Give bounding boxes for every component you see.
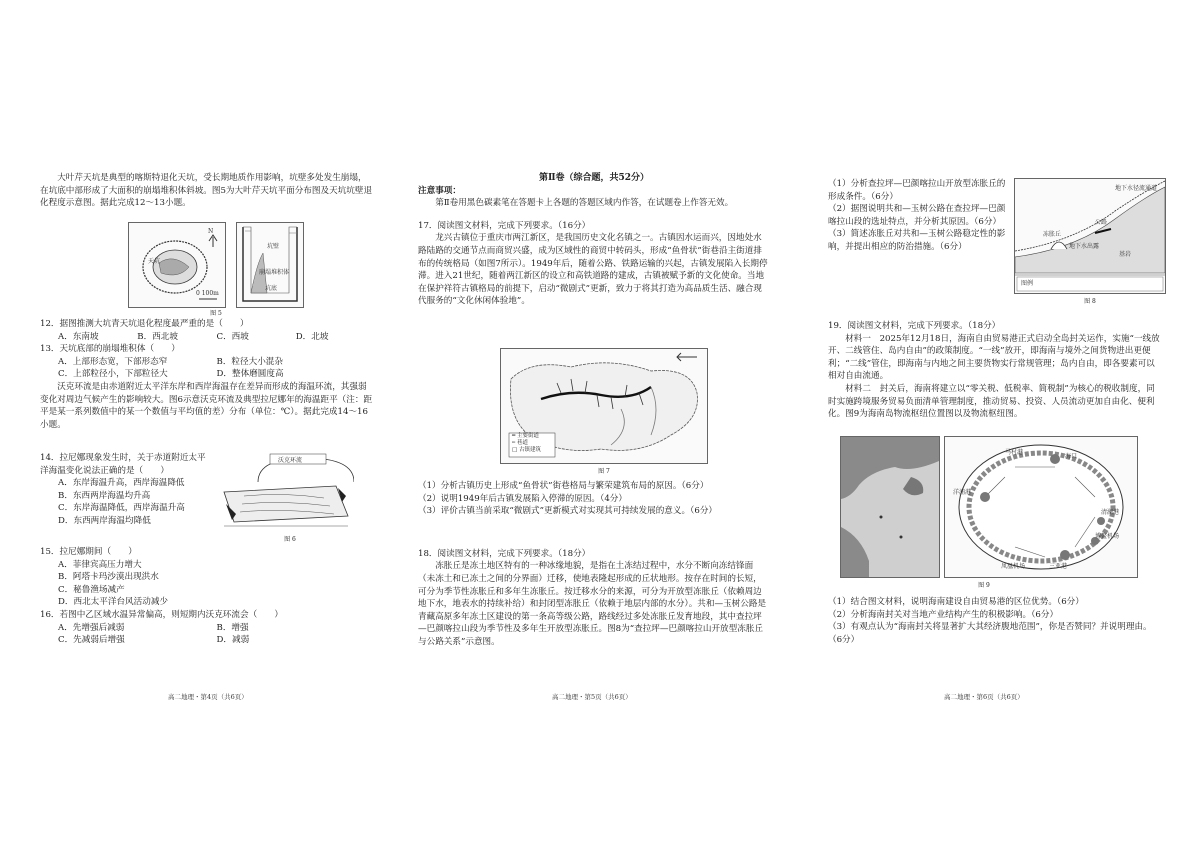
q17-parts bbox=[418, 480, 770, 649]
q16-options-row1 bbox=[40, 622, 375, 635]
q15-option-d[interactable]: D．西北太平洋台风活动减少 bbox=[58, 597, 169, 608]
fig9-city4-label: 三亚港 bbox=[1049, 563, 1068, 570]
intro2-paragraph: 沃克环流是由赤道附近太平洋东岸和西岸海温存在差异而形成的海温环流，其强弱变化对周边气候产生的影响较大。图6示意沃克环流及典型拉尼娜年的海温距平（注：距平是某一系列数值中的某一个数值与平均值的差）分布（单位：℃）。据此完成14～16小题。 bbox=[40, 381, 373, 430]
fig8-legend-label: 图例 bbox=[1021, 280, 1034, 287]
q18-parts bbox=[828, 178, 1012, 254]
fig5-pit-label: 天坑 bbox=[148, 258, 161, 265]
fig5-debris-label: 崩塌堆积体 bbox=[259, 269, 290, 276]
figure-8-caption: 图 8 bbox=[1084, 298, 1096, 305]
q16-option-d[interactable]: D．减弱 bbox=[216, 635, 250, 646]
fig9-air-label: 凤凰机场 bbox=[1001, 563, 1026, 570]
questions-15-16 bbox=[40, 546, 375, 647]
fig7-legend-item: □ 古镇建筑 bbox=[512, 447, 541, 453]
q18-part-1: （1）分析查拉坪—巴颜喀拉山开放型冻胀丘的形成条件。（6分） bbox=[828, 179, 1006, 202]
q16-option-c[interactable]: C．先减弱后增强 bbox=[58, 635, 125, 646]
q14-option-d[interactable]: D．东西两岸海温均降低 bbox=[58, 515, 151, 526]
fig5-bottom-label: 坑底 bbox=[265, 285, 278, 292]
pit-profile-diagram bbox=[237, 223, 303, 307]
q12-stem: 12．据图推测大坑青天坑退化程度最严重的是（ ） bbox=[40, 319, 249, 329]
q14-option-c[interactable]: C．东岸海温降低，西岸海温升高 bbox=[58, 503, 185, 514]
q19-part-1: （1）结合图文材料，说明海南建设自由贸易港的区位优势。（6分） bbox=[828, 597, 1084, 607]
page-6-footer: 高二地理・第6页（共6页） bbox=[944, 693, 1024, 701]
fig6-walker-label: 沃克环流 bbox=[278, 457, 303, 464]
q19-part-3: （3）有观点认为“海南封关将显著扩大其经济腹地范围”，你是否赞同？并说明理由。（6分） bbox=[828, 622, 1152, 645]
q14-stem: 14．拉尼娜现象发生时，关于赤道附近太平洋海温变化说法正确的是（ ） bbox=[40, 453, 206, 476]
fig7-legend-item: ┅ 巷道 bbox=[512, 440, 529, 446]
fig8-water-label: 地下水径流通道 bbox=[1115, 185, 1158, 192]
questions-12-13 bbox=[40, 318, 375, 431]
q12-option-b[interactable]: B．西北坡 bbox=[137, 331, 178, 342]
fig8-rock-label: 基岩 bbox=[1119, 251, 1132, 258]
q17-part-3: （3）评价古镇当前采取“微剧式”更新模式对实现其可持续发展的意义。（6分） bbox=[418, 506, 718, 517]
fig5-scale-label: 0 100m bbox=[196, 290, 219, 297]
q12-option-a[interactable]: A．东南坡 bbox=[58, 331, 99, 342]
figure-6-caption: 图 6 bbox=[284, 536, 296, 543]
fig8-road-label: 公路 bbox=[1095, 219, 1108, 226]
question-19 bbox=[828, 320, 1160, 421]
figure-5-caption: 图 5 bbox=[210, 310, 222, 317]
fig9-port1-label: 洋浦港 bbox=[953, 489, 972, 496]
q13-options-row2 bbox=[40, 368, 375, 381]
q17-part-2: （2）说明1949年后古镇发展陷入停滞的原因。（4分） bbox=[418, 493, 627, 504]
q15-option-b[interactable]: B．阿塔卡玛沙漠出现洪水 bbox=[58, 572, 159, 583]
notice-title: 注意事项： bbox=[418, 185, 461, 196]
q19-material-1: 材料一 2025年12月18日，海南自由贸易港正式启动全岛封关运作，实施“一线放开、二线管住、岛内自由”的政策制度。“一线”放开，即海南与境外之间货物进出更便利；“二线”管住，即海南与内地之间主要货物实行常规管理；岛内自由，即各要素可以相对自由流通。 bbox=[828, 333, 1160, 382]
page-4-footer: 高二地理・第4页（共6页） bbox=[168, 693, 248, 701]
q15-stem: 15．拉尼娜期间（ ） bbox=[40, 547, 137, 557]
q19-parts bbox=[828, 596, 1160, 646]
fig9-city2-label: 清澜港 bbox=[1101, 509, 1120, 516]
q13-option-c[interactable]: C．上部粒径小，下部粒径大 bbox=[58, 369, 168, 380]
q13-stem: 13．天坑底部的崩塌堆积体（ ） bbox=[40, 344, 180, 355]
q12-option-c[interactable]: C．西坡 bbox=[216, 331, 249, 342]
q18-stem: 18．阅读图文材料，完成下列要求。（18分） bbox=[418, 548, 591, 559]
q12-option-d[interactable]: D．北坡 bbox=[295, 331, 329, 342]
question-14 bbox=[40, 452, 212, 528]
notice-text: 第Ⅱ卷用黑色碳素笔在答题卡上各题的答题区域内作答，在试题卷上作答无效。 bbox=[435, 198, 734, 209]
q19-stem: 19．阅读图文材料，完成下列要求。（18分） bbox=[828, 321, 1001, 331]
south-china-sea-map bbox=[841, 437, 939, 577]
column-page-5 bbox=[418, 172, 770, 308]
figure-8-profile bbox=[1014, 178, 1166, 294]
walker-circulation-diagram bbox=[214, 452, 354, 532]
q18-material: 冻胀丘是冻土地区特有的一种冰缘地貌，是指在土冻结过程中，水分不断向冻结锋面（未冻土和已冻土之间的分界面）迁移，使地表隆起形成的丘状地形。按存在时间的长短，可分为季节性冻胀丘和多年生冻胀丘。按迁移水分的来源，可分为开放型冻胀丘（依赖周边地下水，地表水的持续补给）和封闭型冻胀丘（依赖于地层内部的水分）。共和—玉树公路是青藏高原多年冻土区建设的第一条高等级公路，路线经过多处冻胀丘发育地段，其中查拉坪—巴颜喀拉山段为季节性及多年生开放型冻胀丘。图8为“查拉坪—巴颜喀拉山开放型冻胀丘与公路关系”示意图。 bbox=[418, 561, 767, 647]
q17-material: 龙兴古镇位于重庆市两江新区，是我国历史文化名镇之一。古镇因水运而兴，因地处水路陆路的交通节点而商贸兴盛，成为区域性的商贸中转码头，形成“鱼骨状”街巷沿主街道排布的传统格局（如图7所示）。1949年后，随着公路、铁路运输的兴起，古镇发展陷入长期停滞。进入21世纪，随着两江新区的设立和高铁道路的建成，古镇被赋予新的文化使命。当地在保护祥符古镇格局的前提下，启动“微剧式”更新，致力于将其打造为高品质生活、融合现代服务的“文化休闲体验地”。 bbox=[418, 233, 768, 307]
figure-6-walker bbox=[214, 452, 354, 532]
section-2-title: 第Ⅱ卷（综合题，共52分） bbox=[538, 173, 650, 183]
frost-mound-profile bbox=[1015, 179, 1165, 293]
q14-option-b[interactable]: B．东西两岸海温均升高 bbox=[58, 490, 151, 501]
fig8-spring-label: 地下水出露 bbox=[1069, 243, 1100, 250]
q13-option-b[interactable]: B．粒径大小混杂 bbox=[216, 356, 283, 367]
q17-stem: 17．阅读图文材料，完成下列要求。（16分） bbox=[418, 220, 591, 231]
q19-part-2: （2）分析海南封关对当地产业结构产生的积极影响。（6分） bbox=[828, 609, 1059, 620]
column-page-4 bbox=[40, 172, 375, 210]
fig8-mound-label: 冻胀丘 bbox=[1043, 231, 1062, 238]
q16-option-b[interactable]: B．增强 bbox=[216, 622, 249, 633]
q13-option-d[interactable]: D．整体磨圆度高 bbox=[216, 369, 284, 380]
q16-options-row2 bbox=[40, 634, 375, 647]
q12-options bbox=[40, 331, 375, 344]
q18-part-3: （3）简述冻胀丘对共和—玉树公路稳定性的影响，并提出相应的防治措施。（6分） bbox=[828, 229, 1006, 252]
figure-5-profile bbox=[236, 222, 304, 308]
q19-material-2: 材料二 封关后，海南将建立以“零关税、低税率、简税制”为核心的税收制度，同时实施跨境服务贸易负面清单管理制度，推动贸易、投资、人员流动更加自由化、便利化。图9为海南岛物流枢纽位置图以及物流枢纽图。 bbox=[828, 383, 1155, 420]
q15-option-a[interactable]: A．菲律宾高压力增大 bbox=[58, 559, 142, 570]
intro-paragraph: 大叶芹天坑是典型的喀斯特退化天坑，受长期地质作用影响，坑壁多处发生崩塌，在坑底中部形成了大面积的崩塌堆积体斜坡。图5为大叶芹天坑平面分布图及天坑坑壁退化程度示意图。据此完成12～13小题。 bbox=[40, 173, 373, 209]
q16-option-a[interactable]: A．先增强后减弱 bbox=[58, 622, 125, 633]
figure-7-caption: 图 7 bbox=[598, 468, 610, 475]
fig5-slope-label: 坑壁 bbox=[267, 243, 280, 250]
fig7-legend bbox=[512, 433, 558, 454]
fig9-city3-label: 博鳌机场 bbox=[1095, 533, 1120, 540]
q15-option-c[interactable]: C．秘鲁渔场减产 bbox=[58, 584, 125, 595]
fig5-north-label: N bbox=[208, 228, 214, 235]
figure-9-left-map bbox=[840, 436, 940, 578]
q17-part-1: （1）分析古镇历史上形成“鱼骨状”街巷格局与繁荣建筑布局的原因。（6分） bbox=[418, 481, 709, 491]
page-5-footer: 高二地理・第5页（共6页） bbox=[552, 693, 632, 701]
figure-9-right-map bbox=[944, 436, 1138, 578]
q13-option-a[interactable]: A．上部形态宽，下部形态窄 bbox=[58, 356, 168, 367]
fig7-legend-item: ━ 主要街道 bbox=[512, 433, 540, 439]
q13-options-row1 bbox=[40, 356, 375, 369]
fig9-city1-label: 海口 bbox=[1065, 453, 1078, 460]
figure-9-caption: 图 9 bbox=[978, 582, 990, 589]
q16-stem: 16．若图中乙区域水温异常偏高，则短期内沃克环流会（ ） bbox=[40, 609, 283, 620]
q18-part-2: （2）据图说明共和—玉树公路在查拉坪—巴颜喀拉山段的选址特点，并分析其原因。（6分） bbox=[828, 204, 1006, 227]
fig9-port2-label: 马村港 bbox=[1005, 449, 1024, 456]
q14-option-a[interactable]: A．东岸海温升高，西岸海温降低 bbox=[58, 478, 185, 489]
